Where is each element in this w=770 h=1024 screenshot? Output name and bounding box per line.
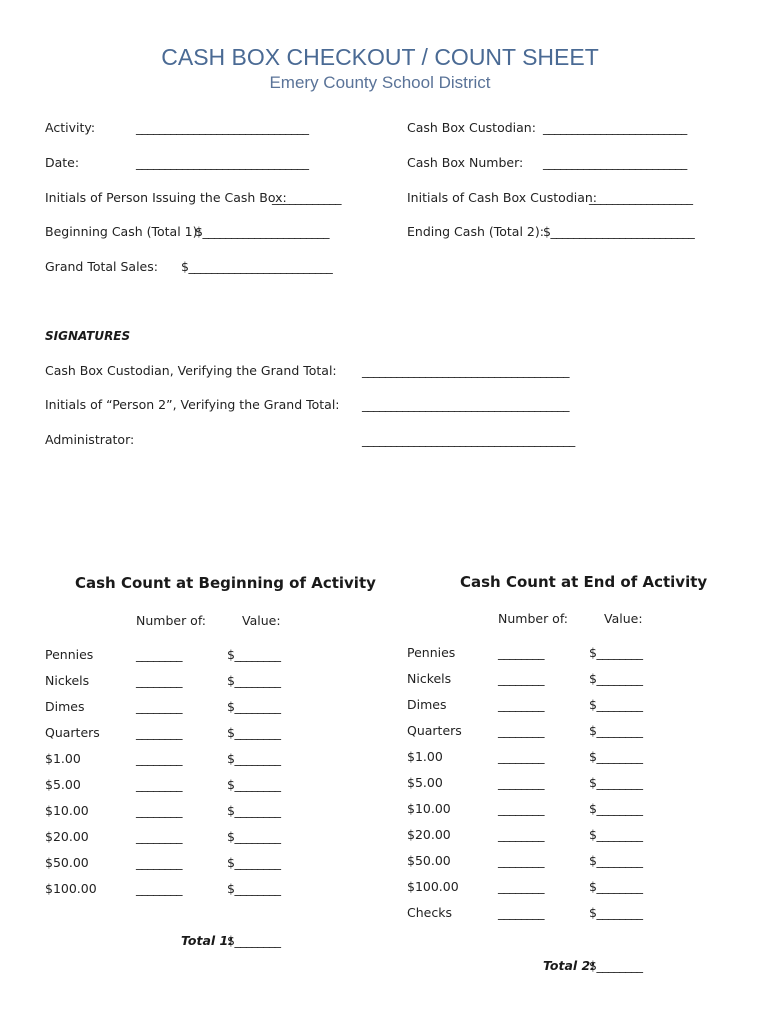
custodian-label: Cash Box Custodian: (407, 120, 536, 135)
end-row-label: Quarters (407, 723, 462, 738)
beginning-row-count-blank[interactable]: ________ (136, 777, 182, 792)
end-number-of-header: Number of: (498, 611, 569, 626)
end-row-label: $5.00 (407, 775, 443, 790)
end-row-count-blank[interactable]: ________ (498, 775, 544, 790)
beginning-row-label: $1.00 (45, 751, 81, 766)
date-label: Date: (45, 155, 80, 170)
end-row-label: Pennies (407, 645, 456, 660)
initials-custodian-blank[interactable]: __________________ (589, 190, 693, 205)
beginning-row-label: $10.00 (45, 803, 89, 818)
page-subtitle: Emery County School District (269, 73, 491, 92)
end-row-count-blank[interactable]: ________ (498, 801, 544, 816)
end-row-value-blank[interactable]: $________ (589, 801, 643, 816)
end-row-label: $20.00 (407, 827, 451, 842)
end-row-count-blank[interactable]: ________ (498, 723, 544, 738)
end-row-label: Nickels (407, 671, 452, 686)
beginning-number-of-header: Number of: (136, 613, 207, 628)
beginning-row-count-blank[interactable]: ________ (136, 829, 182, 844)
end-row-label: $10.00 (407, 801, 451, 816)
administrator-label: Administrator: (45, 432, 135, 447)
ending-cash-blank[interactable]: $_________________________ (543, 224, 695, 239)
end-row-value-blank[interactable]: $________ (589, 879, 643, 894)
grand-total-blank[interactable]: $_________________________ (181, 259, 333, 274)
beginning-row-label: $50.00 (45, 855, 89, 870)
beginning-row-label: $5.00 (45, 777, 81, 792)
person2-verify-blank[interactable]: ____________________________________ (362, 397, 569, 412)
signatures-heading: SIGNATURES (45, 329, 131, 343)
custodian-verify-label: Cash Box Custodian, Verifying the Grand Total: (45, 363, 337, 378)
beginning-row-value-blank[interactable]: $________ (227, 855, 281, 870)
beginning-row-count-blank[interactable]: ________ (136, 751, 182, 766)
end-row-label: $50.00 (407, 853, 451, 868)
person2-verify-label: Initials of “Person 2”, Verifying the Grand Total: (45, 397, 340, 412)
activity-label: Activity: (45, 120, 96, 135)
beginning-row-value-blank[interactable]: $________ (227, 777, 281, 792)
beginning-row-label: Quarters (45, 725, 100, 740)
end-row-label: Checks (407, 905, 452, 920)
beginning-row-value-blank[interactable]: $________ (227, 803, 281, 818)
beginning-count-heading: Cash Count at Beginning of Activity (75, 574, 376, 592)
beginning-row-count-blank[interactable]: ________ (136, 881, 182, 896)
ending-cash-label: Ending Cash (Total 2): (407, 224, 544, 239)
beginning-row-value-blank[interactable]: $________ (227, 647, 281, 662)
beginning-row-count-blank[interactable]: ________ (136, 803, 182, 818)
end-row-label: $100.00 (407, 879, 459, 894)
beginning-row-value-blank[interactable]: $________ (227, 725, 281, 740)
custodian-blank[interactable]: _________________________ (543, 120, 687, 135)
end-row-count-blank[interactable]: ________ (498, 827, 544, 842)
beginning-value-header: Value: (242, 613, 281, 628)
end-row-count-blank[interactable]: ________ (498, 749, 544, 764)
end-row-value-blank[interactable]: $________ (589, 671, 643, 686)
beginning-row-label: Pennies (45, 647, 94, 662)
custodian-verify-blank[interactable]: ____________________________________ (362, 363, 569, 378)
total-1-blank[interactable]: $________ (227, 933, 281, 948)
initials-issuing-label: Initials of Person Issuing the Cash Box: (45, 190, 287, 205)
grand-total-label: Grand Total Sales: (45, 259, 158, 274)
total-2-label: Total 2: (543, 958, 596, 973)
initials-issuing-blank[interactable]: ____________ (272, 190, 341, 205)
date-blank[interactable]: ______________________________ (136, 155, 309, 170)
box-number-label: Cash Box Number: (407, 155, 524, 170)
page-title: CASH BOX CHECKOUT / COUNT SHEET (161, 44, 599, 70)
beginning-row-value-blank[interactable]: $________ (227, 881, 281, 896)
total-1-label: Total 1: (181, 933, 234, 948)
beginning-row-value-blank[interactable]: $________ (227, 751, 281, 766)
beginning-row-label: Dimes (45, 699, 85, 714)
end-row-count-blank[interactable]: ________ (498, 905, 544, 920)
end-row-value-blank[interactable]: $________ (589, 749, 643, 764)
end-row-value-blank[interactable]: $________ (589, 723, 643, 738)
beginning-row-value-blank[interactable]: $________ (227, 829, 281, 844)
end-row-value-blank[interactable]: $________ (589, 697, 643, 712)
end-value-header: Value: (604, 611, 643, 626)
end-row-count-blank[interactable]: ________ (498, 645, 544, 660)
beginning-row-count-blank[interactable]: ________ (136, 647, 182, 662)
beginning-row-label: Nickels (45, 673, 90, 688)
end-row-value-blank[interactable]: $________ (589, 853, 643, 868)
beginning-row-count-blank[interactable]: ________ (136, 855, 182, 870)
beginning-row-count-blank[interactable]: ________ (136, 699, 182, 714)
end-row-value-blank[interactable]: $________ (589, 827, 643, 842)
administrator-blank[interactable]: _____________________________________ (362, 432, 575, 447)
end-row-label: Dimes (407, 697, 447, 712)
beginning-row-value-blank[interactable]: $________ (227, 699, 281, 714)
end-row-value-blank[interactable]: $________ (589, 645, 643, 660)
beginning-cash-label: Beginning Cash (Total 1): (45, 224, 202, 239)
end-row-count-blank[interactable]: ________ (498, 671, 544, 686)
beginning-row-label: $20.00 (45, 829, 89, 844)
beginning-row-count-blank[interactable]: ________ (136, 673, 182, 688)
end-row-label: $1.00 (407, 749, 443, 764)
activity-blank[interactable]: ______________________________ (136, 120, 309, 135)
beginning-row-count-blank[interactable]: ________ (136, 725, 182, 740)
beginning-row-value-blank[interactable]: $________ (227, 673, 281, 688)
total-2-blank[interactable]: $________ (589, 958, 643, 973)
end-row-count-blank[interactable]: ________ (498, 697, 544, 712)
end-row-value-blank[interactable]: $________ (589, 775, 643, 790)
end-row-count-blank[interactable]: ________ (498, 879, 544, 894)
beginning-row-label: $100.00 (45, 881, 97, 896)
end-row-value-blank[interactable]: $________ (589, 905, 643, 920)
beginning-cash-blank[interactable]: $______________________ (195, 224, 329, 239)
initials-custodian-label: Initials of Cash Box Custodian: (407, 190, 598, 205)
end-row-count-blank[interactable]: ________ (498, 853, 544, 868)
box-number-blank[interactable]: _________________________ (543, 155, 687, 170)
end-count-heading: Cash Count at End of Activity (460, 573, 708, 591)
